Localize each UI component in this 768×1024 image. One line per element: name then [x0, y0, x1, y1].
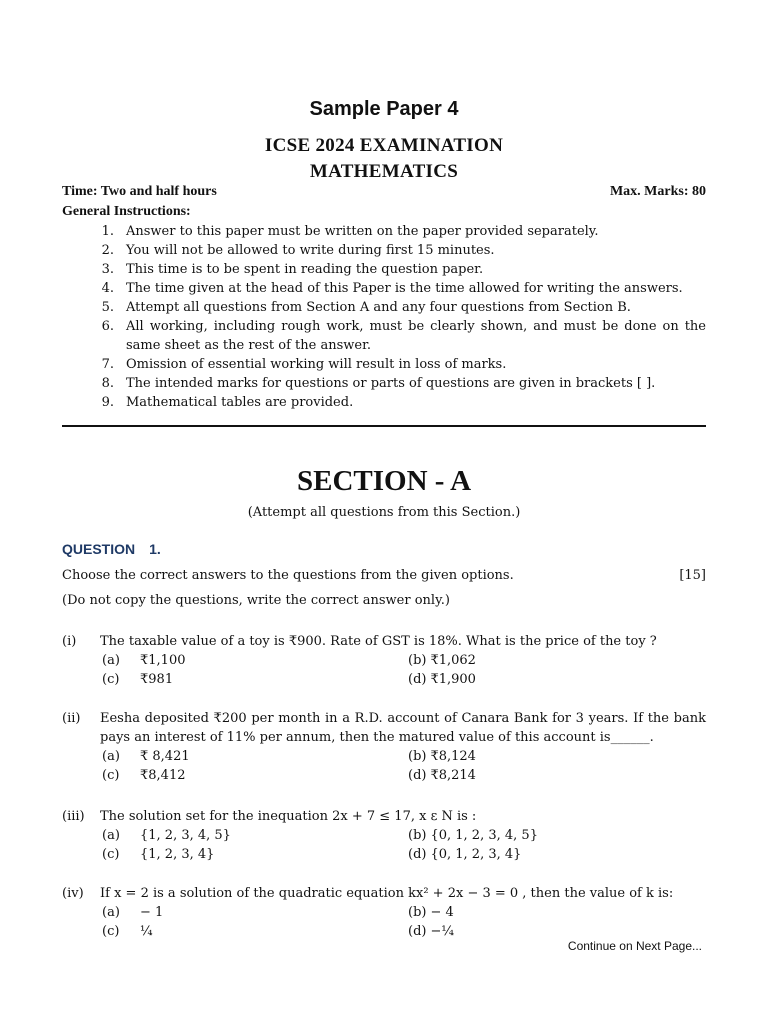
instruction-text: Omission of essential working will result in loss of marks.: [126, 357, 507, 372]
option-text: {1, 2, 3, 4}: [140, 847, 215, 862]
option-text: −¼: [430, 924, 454, 939]
exam-title: ICSE 2024 EXAMINATION: [264, 135, 504, 156]
option-label: (a): [102, 905, 120, 920]
option: [102, 670, 408, 689]
option: [102, 922, 408, 941]
option-text: {0, 1, 2, 3, 4, 5}: [430, 828, 538, 843]
question-part: [62, 632, 706, 689]
part-number: (iii): [62, 809, 85, 824]
question-heading: [62, 541, 161, 557]
part-text: The taxable value of a toy is ₹900. Rate of GST is 18%. What is the price of the toy ?: [100, 634, 657, 649]
option-text: ¼: [140, 924, 153, 939]
option: [102, 826, 408, 845]
part-number: (i): [62, 634, 77, 649]
max-marks-label: Max. Marks: 80: [609, 184, 706, 199]
option-text: {0, 1, 2, 3, 4}: [430, 847, 522, 862]
section-title: SECTION - A: [296, 465, 472, 497]
question-part: [62, 807, 706, 864]
question-note: (Do not copy the questions, write the correct answer only.): [62, 593, 450, 608]
part-text: If x = 2 is a solution of the quadratic equation kx² + 2x − 3 = 0 , then the value of k is:: [100, 886, 674, 901]
option: [102, 651, 408, 670]
option: [102, 845, 408, 864]
option-text: {1, 2, 3, 4, 5}: [140, 828, 231, 843]
option-text: ₹1,062: [430, 653, 476, 668]
instruction-item: [62, 241, 706, 260]
instruction-number: 4.: [101, 281, 114, 296]
option-label: (d): [408, 847, 427, 862]
option-label: (b): [408, 905, 427, 920]
option-label: (b): [408, 828, 427, 843]
option: [408, 651, 706, 670]
option-label: (c): [102, 924, 120, 939]
instruction-text: You will not be allowed to write during first 15 minutes.: [126, 243, 495, 258]
instruction-item: [62, 260, 706, 279]
instruction-text: The intended marks for questions or parts of questions are given in brackets [ ].: [126, 376, 656, 391]
option-label: (a): [102, 653, 120, 668]
instruction-number: 3.: [101, 262, 114, 277]
instruction-text: Answer to this paper must be written on the paper provided separately.: [126, 224, 599, 239]
part-text: The solution set for the inequation 2x + 7 ≤ 17, x ε N is :: [100, 809, 477, 824]
section-note: (Attempt all questions from this Section.): [247, 505, 521, 520]
instruction-text: This time is to be spent in reading the question paper.: [126, 262, 484, 277]
option-text: ₹1,100: [140, 653, 186, 668]
continue-note: Continue on Next Page...: [567, 939, 702, 953]
option-label: (d): [408, 672, 427, 687]
option: [408, 903, 706, 922]
subject-title: MATHEMATICS: [309, 161, 459, 182]
option-text: ₹8,124: [430, 749, 476, 764]
part-number: (ii): [62, 711, 81, 726]
instruction-item: [62, 374, 706, 393]
option-text: − 4: [430, 905, 454, 920]
instruction-text: All working, including rough work, must be clearly shown, and must be done on the same sheet as the rest of the answer.: [126, 319, 706, 353]
question-instruction: Choose the correct answers to the questions from the given options.: [62, 568, 514, 583]
instructions-list: [62, 222, 706, 412]
option: [408, 670, 706, 689]
option-label: (b): [408, 653, 427, 668]
instruction-text: Mathematical tables are provided.: [126, 395, 354, 410]
option-label: (c): [102, 672, 120, 687]
option-text: ₹8,412: [140, 768, 186, 783]
option: [408, 747, 706, 766]
part-text: Eesha deposited ₹200 per month in a R.D. account of Canara Bank for 3 years. If the bank pays an interest of 11% per annum, then the matured value of this account is______.: [100, 711, 706, 745]
option: [102, 903, 408, 922]
option-text: ₹981: [140, 672, 174, 687]
horizontal-divider: [62, 425, 706, 427]
instruction-item: [62, 222, 706, 241]
option-label: (a): [102, 749, 120, 764]
instruction-item: [62, 393, 706, 412]
option-text: ₹ 8,421: [140, 749, 190, 764]
instruction-number: 8.: [101, 376, 114, 391]
option-text: ₹8,214: [430, 768, 476, 783]
paper-label: Sample Paper 4: [309, 98, 459, 120]
question-part: [62, 884, 706, 941]
instruction-number: 1.: [101, 224, 114, 239]
instruction-number: 2.: [101, 243, 114, 258]
option-label: (d): [408, 924, 427, 939]
instruction-number: 9.: [101, 395, 114, 410]
instruction-number: 5.: [101, 300, 114, 315]
instruction-item: [62, 317, 706, 355]
question-number: 1.: [149, 541, 161, 557]
question-label: QUESTION: [62, 541, 136, 557]
option-label: (d): [408, 768, 427, 783]
part-number: (iv): [62, 886, 84, 901]
option-label: (a): [102, 828, 120, 843]
option: [102, 766, 408, 785]
option: [408, 845, 706, 864]
option-text: ₹1,900: [430, 672, 476, 687]
option-label: (c): [102, 768, 120, 783]
time-label: Time: Two and half hours: [62, 184, 217, 199]
question-part: [62, 709, 706, 785]
instruction-number: 7.: [101, 357, 114, 372]
instruction-item: [62, 355, 706, 374]
option-label: (b): [408, 749, 427, 764]
instructions-heading: General Instructions:: [62, 204, 191, 219]
option: [102, 747, 408, 766]
option-text: − 1: [140, 905, 164, 920]
instruction-text: Attempt all questions from Section A and any four questions from Section B.: [126, 300, 631, 315]
instruction-item: [62, 279, 706, 298]
instruction-text: The time given at the head of this Paper is the time allowed for writing the answers.: [126, 281, 683, 296]
option: [408, 826, 706, 845]
instruction-item: [62, 298, 706, 317]
option: [408, 766, 706, 785]
option-label: (c): [102, 847, 120, 862]
instruction-number: 6.: [101, 319, 114, 334]
question-marks: [15]: [679, 568, 706, 583]
